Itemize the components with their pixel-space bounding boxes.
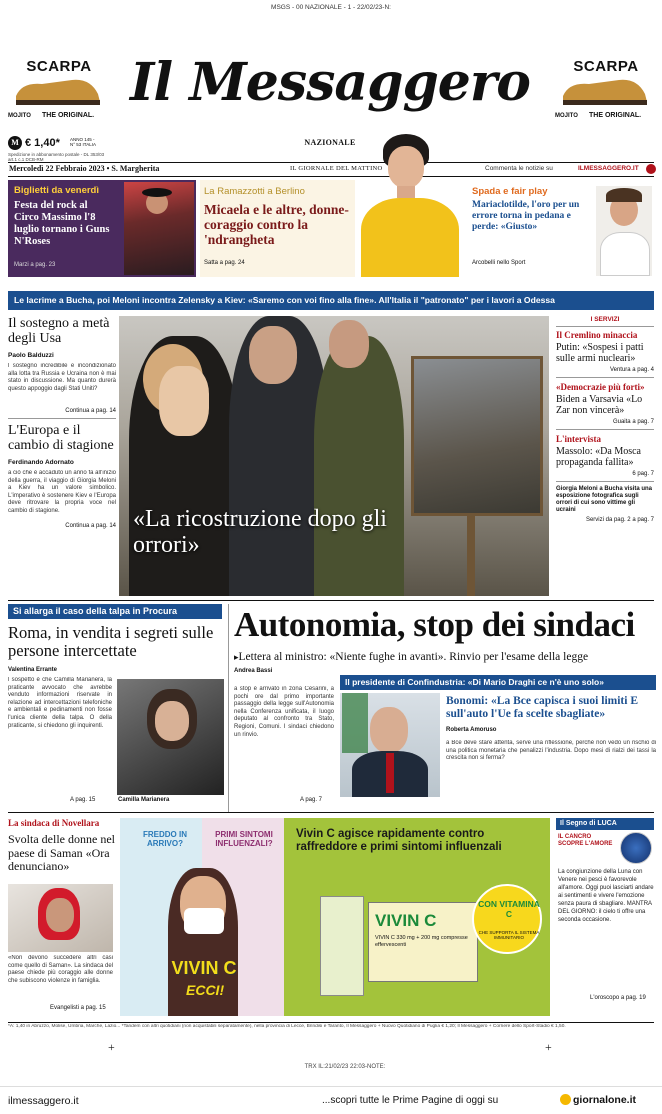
service-kicker: L'intervista: [556, 434, 601, 444]
service-kicker: Il Cremlino minaccia: [556, 330, 638, 340]
shoe-icon: [559, 74, 649, 108]
service-ref: Guaita a pag. 7: [612, 419, 654, 425]
horoscope-ref: L'oroscopo a pag. 19: [590, 995, 646, 1001]
confindustria-text: a Bce deve stare attenta, serve una riflessione, perché non vedo un rischio di una politica monetaria che penalizzi l'industria. Dopo mesi di rialzi dei tassi la crescita non si ferma?: [446, 740, 656, 762]
teaser-ref: Satta a pag. 24: [204, 260, 245, 266]
lead-headline[interactable]: Autonomia, stop dei sindaci: [234, 605, 635, 644]
horoscope-label: Il Segno di LUCA: [556, 818, 654, 830]
register-mark-icon: +: [545, 1040, 552, 1054]
vivin-ad[interactable]: [120, 818, 550, 1016]
ad-slogan: ECCI!: [186, 982, 225, 998]
saman-photo: [8, 884, 113, 952]
singer-photo: [124, 182, 194, 275]
horoscope-sign: IL CANCRO SCOPRE L'AMORE: [558, 834, 613, 847]
photo-caption: «La ricostruzione dopo gli orrori»: [133, 506, 387, 558]
vitamin-badge: [472, 884, 542, 954]
mole-text: l sospetto è che Camilla Marianera, la praticante avvocato che avrebbe venduto informazioni riservate in relazione ad intercettazioni telefoniche e ambientali e pedinamenti non fosse l'unica cliente della talpa. O della praticante, si chiedono gli inquirenti.: [8, 677, 112, 729]
zodiac-icon: [620, 832, 652, 864]
logo-icon: M: [8, 136, 22, 150]
continued: Continua a pag. 14: [65, 408, 116, 414]
badge-text: CHE SUPPORTA IL SISTEMA IMMUNITARIO: [478, 930, 540, 940]
scarpa-ad-left[interactable]: [8, 58, 110, 133]
author: Valentina Errante: [8, 667, 58, 673]
badge-title: CON VITAMINA C: [478, 899, 540, 919]
ad-brand: SCARPA: [26, 58, 92, 75]
ad-box-brand: VIVIN C: [375, 911, 437, 930]
scarpa-ad-right[interactable]: [555, 58, 657, 133]
author: Andrea Bassi: [234, 668, 273, 674]
horoscope-text: La congiunzione della Luna con Venere nei pesci è favorevole all'amore. Oggi puoi lasciarti andare ai sentimenti e vivere l'emozione senza paura di sbagliare. MANTRA DEL GIORNO: il cielo ti offre una seconda occasione.: [558, 869, 654, 923]
bonomi-photo: [340, 693, 440, 797]
ad-bubble-cold: FREDDO IN ARRIVO?: [143, 830, 187, 848]
ad-box-text: VIVIN C 330 mg + 200 mg compresse effervescenti: [375, 935, 468, 948]
article-text: a ciò che è accaduto un anno fa all'inizio della guerra, il viaggio di Giorgia Meloni a Kiev ha un valore simbolico. L'imperativo è sostenere Kiev e l'Europa deve ritrovare la propria voce nel cambio di stagione.: [8, 470, 116, 514]
ad-bubble-flu: PRIMI SINTOMI INFLUENZALI?: [215, 830, 273, 848]
print-trace: TRX IL:21/02/23 22:03-NOTE:: [304, 1064, 386, 1070]
teaser-kicker: Biglietti da venerdì: [14, 185, 99, 196]
lead-subheadline: ▸Lettera al ministro: «Niente fughe in avanti». Rinvio per l'esame della legge: [234, 651, 589, 663]
main-photo: [119, 316, 549, 596]
site-link[interactable]: ilmessaggero.it: [8, 1095, 79, 1107]
novellara-ref: Evangelisti a pag. 15: [50, 1005, 106, 1011]
ad-brand: SCARPA: [573, 58, 639, 75]
services-label: I SERVIZI: [590, 316, 620, 323]
mole-ref: A pag. 15: [70, 797, 96, 803]
services-column: [556, 316, 654, 596]
teaser-headline: Micaela e le altre, donne-coraggio contro la 'ndrangheta: [204, 202, 349, 247]
continued: Continua a pag. 14: [65, 523, 116, 529]
date-line: Mercoledì 22 Febbraio 2023 • S. Margherita: [9, 164, 160, 173]
left-column: [8, 316, 116, 596]
teaser-kicker: Spada e fair play: [472, 186, 548, 197]
author: Ferdinando Adornato: [8, 459, 74, 466]
article-text: l sostegno incredibile e incondizionato alla lotta tra Russia e Ucraina non è mai stato in discussione. Ma quanto durerà questo appoggio dagli Stati Uniti?: [8, 363, 116, 392]
shoe-icon: [12, 74, 102, 108]
commentary-link[interactable]: ILMESSAGGERO.IT: [578, 165, 639, 172]
teaser-ref: Marzi a pag. 23: [14, 262, 56, 268]
masthead-title: Il Messaggero: [130, 52, 530, 113]
edition-label: NAZIONALE: [304, 138, 356, 147]
ad-tag: THE ORIGINAL.: [42, 112, 95, 119]
ad-headline: Vivin C agisce rapidamente contro raffreddore e primi sintomi influenzali: [296, 828, 502, 853]
giornalone-link[interactable]: giornalone.it: [573, 1094, 636, 1106]
price-note: ANNO 145 - N° 53 ITALIA: [70, 137, 96, 147]
novellara-kicker: La sindaca di Novellara: [8, 818, 100, 828]
photo-caption: Camilla Marianera: [118, 797, 170, 803]
ad-brand-left: VIVIN C: [171, 958, 237, 978]
giornalone-logo-icon: [560, 1094, 571, 1105]
author: Paolo Balduzzi: [8, 352, 54, 359]
main-banner: Le lacrime a Bucha, poi Meloni incontra Zelensky a Kiev: «Saremo con voi fino alla fine». All'Italia il "patronato" per i lavori a Odessa: [8, 291, 654, 310]
teaser-kicker: La Ramazzotti a Berlino: [204, 186, 305, 197]
article-title[interactable]: Il sostegno a metà degli Usa: [8, 316, 110, 346]
ad-box: [368, 902, 478, 982]
tagline: IL GIORNALE DEL MATTINO: [290, 165, 383, 172]
novellara-text: «Non devono succedere altri casi come quello di Saman». La sindaca del paese chiede più coraggio alle donne che subiscono violenze in famiglia.: [8, 955, 113, 984]
confindustria-banner: Il presidente di Confindustria: «Di Mario Draghi ce n'è uno solo»: [340, 675, 656, 690]
service-kicker: «Democrazie più forti»: [556, 382, 645, 392]
service-headline[interactable]: Putin: «Sospesi i patti sulle armi nucleari»: [556, 342, 644, 364]
photo-exhibit: [411, 356, 543, 516]
novellara-headline[interactable]: Svolta delle donne nel paese di Saman «Ora denunciano»: [8, 832, 115, 873]
service-headline[interactable]: Biden a Varsavia «Lo Zar non vincerà»: [556, 394, 643, 416]
ad-model: MOJITO: [555, 113, 578, 119]
teaser-rock[interactable]: [8, 180, 196, 277]
arrow-icon: [646, 164, 656, 174]
teaser-headline: Festa del rock al Circo Massimo l'8 luglio tornano i Guns N'Roses: [14, 200, 110, 247]
teaser-ramazzotti[interactable]: [200, 180, 355, 277]
lead-sub-text: Lettera al ministro: «Niente fughe in avanti». Rinvio per l'esame della legge: [238, 651, 589, 663]
ad-model: MOJITO: [8, 113, 31, 119]
fencer-photo: [596, 186, 652, 276]
register-mark-icon: +: [108, 1040, 115, 1054]
teaser-headline: Mariaclotilde, l'oro per un errore torna in pedana e perde: «Giusto»: [472, 200, 580, 232]
teaser-fencing[interactable]: [468, 180, 654, 277]
price: € 1,40*: [25, 137, 60, 149]
article-title[interactable]: L'Europa e il cambio di stagione: [8, 423, 114, 453]
promo-text: ...scopri tutte le Prime Pagine di oggi su: [322, 1095, 499, 1106]
lead-ref: A pag. 7: [300, 797, 323, 803]
bottom-bar: [0, 1086, 662, 1114]
service-headline[interactable]: Massolo: «Da Mosca propaganda fallita»: [556, 446, 641, 468]
postal-info: Spedizione in abbonamento postale - DL 353/03 art.1 c.1 DCB-RM: [8, 152, 105, 162]
service-ref: Ventura a pag. 4: [609, 367, 654, 373]
mole-headline[interactable]: Roma, in vendita i segreti sulle persone intercettate: [8, 623, 214, 660]
ad-tag: THE ORIGINAL.: [589, 112, 642, 119]
lead-text: a stop è arrivato in zona Cesarini, a pochi ore dal primo importante passaggio della legge sull'Autonomia nella Conferenza unificata, il luogo deputato al confronto tra Stato, Regioni, Comuni. I sindaci chiedono un rinvio.: [234, 686, 334, 738]
actress-photo: [355, 128, 467, 277]
service-ref: 6 pag. 7: [632, 471, 654, 477]
print-slug: MSGS - 00 NAZIONALE - 1 - 22/02/23-N:: [271, 4, 391, 11]
confindustria-headline[interactable]: Bonomi: «La Bce capisca i suoi limiti E sull'auto l'Ue fa scelte sbagliate»: [446, 695, 638, 720]
fine-print: *A: 1,40 in Abruzzo, Molise, Umbria, Marche, Lazio... *Tandem con altri quotidiani (non acquistabili separatamente), nella provincia di Lecce, Brindisi e Taranto, Il Messaggero + Nuovo Quotidiano di Puglia € 1,20; Il Messaggero + Corriere dello Sport-Stadio € 1,50.: [8, 1024, 566, 1029]
author: Roberta Amoruso: [446, 727, 497, 733]
marianera-photo: [117, 679, 224, 795]
teaser-ref: Arcobelli nello Sport: [472, 260, 526, 266]
photo-description: Giorgia Meloni a Bucha visita una esposizione fotografica sugli orrori di cui sono vittime gli ucraini: [556, 486, 653, 513]
services-ref: Servizi da pag. 2 a pag. 7: [585, 517, 654, 523]
commentary-label: Commenta le notizie su: [485, 165, 553, 172]
glass-icon: [320, 896, 364, 996]
mole-banner: Si allarga il caso della talpa in Procura: [8, 604, 222, 619]
